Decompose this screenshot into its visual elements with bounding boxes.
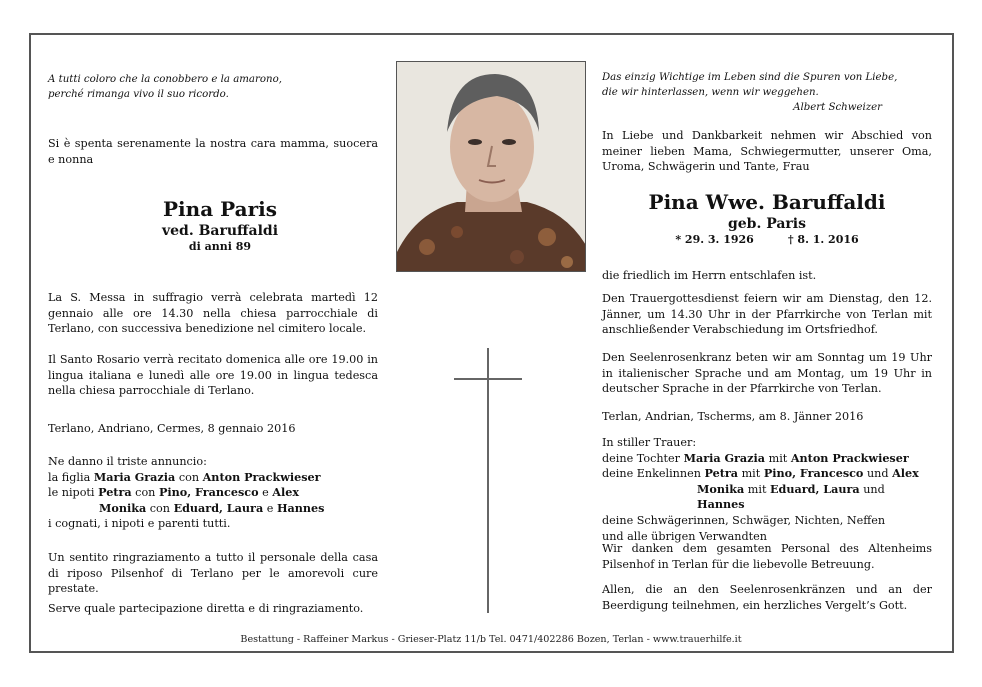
- left-family-line: la figlia Maria Grazia con Anton Prackwieser: [48, 469, 321, 484]
- right-family-line: deine Tochter Maria Grazia mit Anton Prackwieser: [602, 450, 909, 465]
- right-family-list: [602, 435, 932, 544]
- right-name-block: [602, 190, 932, 246]
- left-quote-line: A tutti coloro che la conobbero e la amarono,: [48, 74, 282, 85]
- left-intro: Si è spenta serenamente la nostra cara mamma, suocera e nonna: [48, 137, 378, 166]
- right-intro: In Liebe und Dankbarkeit nehmen wir Abschied von meiner lieben Mama, Schwiegermutter, unserer Oma, Uroma, Schwägerin und Tante, Frau: [602, 129, 932, 174]
- right-quote-line: Das einzig Wichtige im Leben sind die Spuren von Liebe,: [602, 72, 898, 83]
- left-family-list: [48, 454, 378, 532]
- right-quote-line: die wir hinterlassen, wenn wir weggehen.: [602, 87, 819, 98]
- right-quote: [602, 70, 922, 115]
- right-rosary-info: Den Seelenrosenkranz beten wir am Sonntag um 19 Uhr in italienischer Sprache und am Montag, um 19 Uhr in deutscher Sprache in der Pfarrkirche von Terlan.: [602, 351, 932, 396]
- right-peace: die friedlich im Herrn entschlafen ist.: [602, 269, 817, 282]
- left-married-name: ved. Baruffaldi: [161, 223, 279, 239]
- right-quote-author: Albert Schweizer: [793, 102, 882, 113]
- left-quote-line: perché rimanga vivo il suo ricordo.: [48, 89, 229, 100]
- right-family-line: deine Schwägerinnen, Schwäger, Nichten, Neffen: [602, 513, 886, 527]
- right-born-name: geb. Paris: [727, 216, 807, 232]
- right-family-line: Monika mit Eduard, Laura und Hannes: [697, 481, 885, 512]
- left-family-line: Monika con Eduard, Laura e Hannes: [99, 500, 325, 515]
- left-deceased-name: Pina Paris: [163, 197, 277, 221]
- left-name-block: [110, 197, 330, 253]
- right-family-line: und alle übrigen Verwandten: [602, 529, 767, 543]
- right-deceased-name: Pina Wwe. Baruffaldi: [648, 190, 886, 214]
- left-quote: [48, 72, 348, 102]
- footer-funeral-home: Bestattung - Raffeiner Markus - Grieser-Platz 11/b Tel. 0471/402286 Bozen, Terlan - www.trauerhilfe.it: [240, 634, 742, 645]
- left-family-line: le nipoti Petra con Pino, Francesco e Alex: [48, 485, 299, 500]
- left-age: di anni 89: [188, 240, 252, 253]
- right-mourning: In stiller Trauer:: [602, 436, 697, 449]
- left-place-date: Terlano, Andriano, Cermes, 8 gennaio 2016: [48, 422, 296, 435]
- right-dates: [602, 233, 932, 246]
- left-serve: Serve quale partecipazione diretta e di ringraziamento.: [48, 602, 364, 615]
- right-place-date: Terlan, Andrian, Tscherms, am 8. Jänner 2016: [602, 410, 864, 423]
- left-announce: Ne danno il triste annuncio:: [48, 455, 207, 468]
- left-thanks: Un sentito ringraziamento a tutto il personale della casa di riposo Pilsenhof di Terlano per le amorevoli cure prestate.: [48, 551, 378, 596]
- cross-horizontal: [454, 378, 522, 380]
- portrait-illustration: [397, 62, 586, 272]
- right-thanks: Wir danken dem gesamten Personal des Altenheims Pilsenhof in Terlan für die liebevolle Betreuung.: [602, 542, 932, 571]
- left-mass-info: La S. Messa in suffragio verrà celebrata martedì 12 gennaio alle ore 14.30 nella chiesa parrocchiale di Terlano, con successiva benedizione nel cimitero locale.: [48, 291, 378, 336]
- right-family-line: deine Enkelinnen Petra mit Pino, Francesco und Alex: [602, 466, 919, 481]
- left-family-line: i cognati, i nipoti e parenti tutti.: [48, 517, 231, 531]
- cross-vertical: [487, 348, 489, 613]
- right-final: Allen, die an den Seelenrosenkränzen und an der Beerdigung teilnehmen, ein herzliches Vergelt’s Gott.: [602, 583, 932, 612]
- right-death-date: † 8. 1. 2016: [787, 233, 859, 246]
- right-birth-date: * 29. 3. 1926: [675, 233, 754, 246]
- portrait-photo: [396, 61, 586, 272]
- right-service-info: Den Trauergottesdienst feiern wir am Dienstag, den 12. Jänner, um 14.30 Uhr in der Pfarrkirche von Terlan mit anschließender Verabschiedung im Ortsfriedhof.: [602, 292, 932, 337]
- left-rosary-info: Il Santo Rosario verrà recitato domenica alle ore 19.00 in lingua italiana e lunedì alle ore 19.00 in lingua tedesca nella chiesa parrocchiale di Terlano.: [48, 353, 378, 398]
